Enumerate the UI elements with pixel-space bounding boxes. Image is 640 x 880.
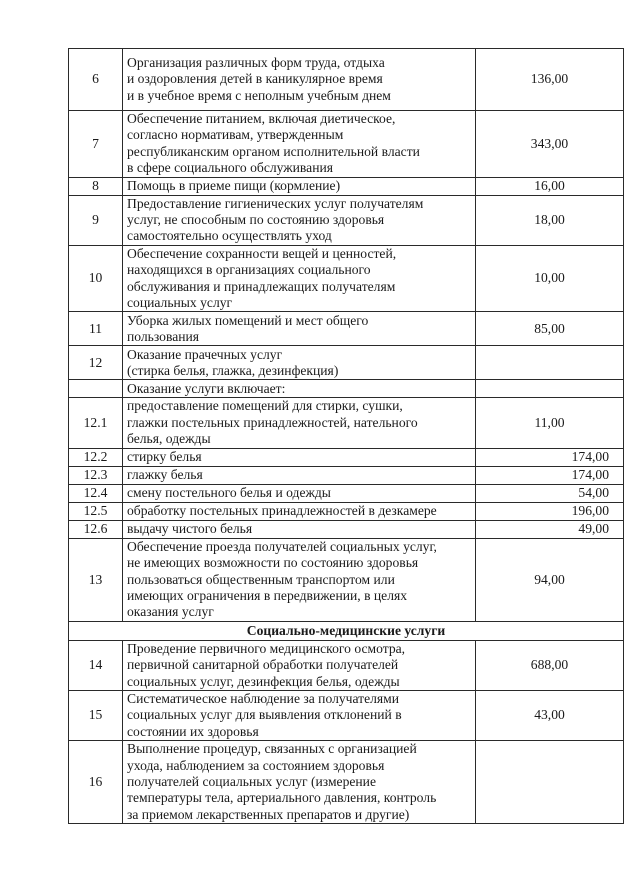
service-number: 9 [69,195,123,245]
description-line: Проведение первичного медицинского осмотра, [127,640,406,656]
table-row [69,640,624,690]
service-number: 12.4 [69,484,123,502]
service-number: 11 [69,312,123,346]
description-line: ухода, наблюдением за состоянием здоровья [127,757,385,773]
description-line: социальных услуг [127,295,233,311]
description-line: температуры тела, артериального давления, контроль [127,790,437,806]
description-line: предоставление помещений для стирки, сушки, [127,398,403,414]
description-line: Выполнение процедур, связанных с организацией [127,741,417,757]
service-price: 11,00 [476,398,624,448]
description-line: и оздоровления детей в каникулярное время [127,71,383,87]
description-line: не имеющих возможности по состоянию здоровья [127,555,419,571]
table-row [69,538,624,621]
service-price: 94,00 [476,538,624,621]
service-number: 16 [69,741,123,824]
service-price: 16,00 [476,177,624,195]
service-description [123,398,476,448]
description-line: смену постельного белья и одежды [127,484,331,500]
service-price: 343,00 [476,111,624,178]
table-row [69,49,624,111]
description-line: получателей социальных услуг (измерение [127,773,376,789]
service-description [123,690,476,740]
table-row [69,312,624,346]
description-line: Систематическое наблюдение за получателями [127,690,400,706]
service-price: 10,00 [476,245,624,312]
description-line: глажки постельных принадлежностей, нательного [127,414,418,430]
service-price: 174,00 [476,448,624,466]
description-line: первичной санитарной обработки получателей [127,657,399,673]
description-line: находящихся в организациях социального [127,262,371,278]
service-description [123,741,476,824]
description-line: Обеспечение питанием, включая диетическое, [127,111,396,126]
table-row [69,484,624,502]
description-line: социальных услуг для выявления отклонений в [127,707,402,723]
service-number: 6 [69,49,123,111]
table-row [69,177,624,195]
table-row [69,195,624,245]
description-line: за приемом лекарственных препаратов и другие) [127,806,410,822]
table-row [69,380,624,398]
description-line: самостоятельно осуществлять уход [127,228,332,244]
service-description [123,448,476,466]
service-description [123,502,476,520]
service-description [123,484,476,502]
table-row [69,245,624,312]
description-line: услуг, не способным по состоянию здоровья [127,212,385,228]
table-row [69,741,624,824]
description-line: Предоставление гигиенических услуг получателям [127,195,424,211]
service-number: 12.3 [69,466,123,484]
description-line: пользования [127,328,200,344]
service-description [123,640,476,690]
service-price: 174,00 [476,466,624,484]
description-line: Уборка жилых помещений и мест общего [127,312,369,328]
service-price [476,380,624,398]
description-line: республиканским органом исполнительной власти [127,143,420,159]
table-row [69,111,624,178]
description-line: белья, одежды [127,431,211,447]
service-description [123,245,476,312]
service-price: 18,00 [476,195,624,245]
description-line: Обеспечение проезда получателей социальных услуг, [127,538,437,554]
table-row [69,466,624,484]
description-line: стирку белья [127,448,202,464]
description-line: обслуживания и принадлежащих получателям [127,278,396,294]
section-header-row [69,621,624,640]
service-description [123,49,476,111]
service-description [123,538,476,621]
service-number: 8 [69,177,123,195]
service-price: 196,00 [476,502,624,520]
service-number: 12.6 [69,520,123,538]
service-number: 12.5 [69,502,123,520]
service-description [123,466,476,484]
description-line: в сфере социального обслуживания [127,160,333,176]
description-line: согласно нормативам, утвержденным [127,127,344,143]
description-line: состоянии их здоровья [127,723,259,739]
service-number: 12.2 [69,448,123,466]
service-number: 12.1 [69,398,123,448]
service-description [123,346,476,380]
service-price [476,741,624,824]
description-line: Организация различных форм труда, отдыха [127,54,385,70]
description-line: Оказание услуги включает: [127,380,286,396]
description-line: глажку белья [127,466,203,482]
description-line: обработку постельных принадлежностей в дезкамере [127,502,437,518]
service-price: 85,00 [476,312,624,346]
service-description [123,177,476,195]
service-number: 13 [69,538,123,621]
service-description [123,380,476,398]
service-description [123,520,476,538]
service-price: 43,00 [476,690,624,740]
services-price-table [68,48,624,824]
service-number: 10 [69,245,123,312]
service-price: 54,00 [476,484,624,502]
service-description [123,111,476,178]
description-line: выдачу чистого белья [127,520,253,536]
description-line: Оказание прачечных услуг [127,346,283,362]
table-row [69,448,624,466]
service-price: 49,00 [476,520,624,538]
table-row [69,398,624,448]
service-number: 7 [69,111,123,178]
service-number: 14 [69,640,123,690]
service-number [69,380,123,398]
description-line: оказания услуг [127,604,214,620]
service-price: 136,00 [476,49,624,111]
section-title: Социально-медицинские услуги [69,621,624,640]
table-row [69,502,624,520]
description-line: социальных услуг, дезинфекция белья, одежды [127,673,400,689]
service-number: 12 [69,346,123,380]
service-description [123,312,476,346]
description-line: пользоваться общественным транспортом или [127,571,395,587]
description-line: Обеспечение сохранности вещей и ценностей, [127,245,397,261]
description-line: Помощь в приеме пищи (кормление) [127,177,341,193]
description-line: имеющих ограничения в передвижении, в целях [127,587,408,603]
table-row [69,346,624,380]
description-line: и в учебное время с неполным учебным днем [127,87,391,103]
description-line: (стирка белья, глажка, дезинфекция) [127,362,339,378]
service-number: 15 [69,690,123,740]
table-body [69,49,624,824]
service-price: 688,00 [476,640,624,690]
service-description [123,195,476,245]
table-row [69,690,624,740]
table-row [69,520,624,538]
service-price [476,346,624,380]
